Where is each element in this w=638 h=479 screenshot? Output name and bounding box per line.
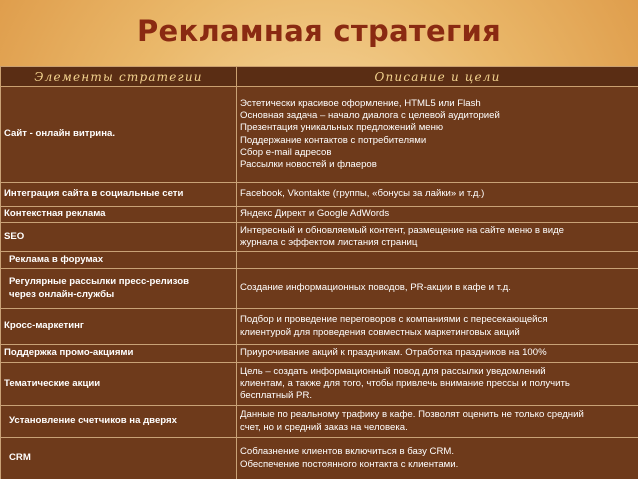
cell-text: Приурочивание акций к праздникам. Отработка праздников на 100% <box>240 347 547 359</box>
cell-text: Тематические акции <box>4 377 101 389</box>
strategy-element-cell <box>1 183 237 207</box>
cell-text: Facebook, Vkontakte (группы, «бонусы за лайки» и т.д.) <box>240 188 485 200</box>
cell-text: Цель – создать информационный повод для рассылки уведомлений <box>240 365 546 377</box>
table-row <box>1 438 638 479</box>
table-row <box>1 252 638 269</box>
table-row <box>1 363 638 406</box>
cell-text: Рассылки новостей и флаеров <box>240 159 377 171</box>
cell-text: Интеграция сайта в социальные сети <box>4 188 184 200</box>
cell-text: Реклама в форумах <box>9 253 104 265</box>
cell-text: Эстетически красивое оформление, HTML5 или Flash <box>240 97 481 109</box>
strategy-description-cell <box>237 363 638 406</box>
cell-text: Установление счетчиков на дверях <box>9 415 177 427</box>
cell-text: Поддержка промо-акциями <box>4 347 134 359</box>
strategy-element-cell <box>1 252 237 269</box>
cell-text: Основная задача – начало диалога с целевой аудиторией <box>240 109 500 121</box>
strategy-description-cell <box>237 207 638 223</box>
cell-text: Сбор e-mail адресов <box>240 146 332 158</box>
strategy-description-cell <box>237 269 638 309</box>
strategy-description-cell <box>237 183 638 207</box>
strategy-table <box>0 66 638 479</box>
cell-text: Данные по реальному трафику в кафе. Позволят оценить не только средний <box>240 409 584 421</box>
cell-text: бесплатный PR. <box>240 390 313 402</box>
strategy-element-cell <box>1 363 237 406</box>
cell-text: через онлайн-службы <box>9 288 115 300</box>
cell-text: SEO <box>4 230 25 242</box>
table-header-row <box>1 67 638 87</box>
strategy-element-cell <box>1 309 237 345</box>
cell-text: Сайт - онлайн витрина. <box>4 128 115 140</box>
column-header-elements: Элементы стратегии <box>1 67 237 87</box>
cell-text: Презентация уникальных предложений меню <box>240 122 444 134</box>
table-row <box>1 309 638 345</box>
cell-text: Интересный и обновляемый контент, размещение на сайте меню в виде <box>240 224 565 236</box>
strategy-element-cell <box>1 345 237 363</box>
cell-text: Яндекс Директ и Google AdWords <box>240 208 390 220</box>
strategy-description-cell <box>237 223 638 252</box>
strategy-element-cell <box>1 269 237 309</box>
strategy-description-cell <box>237 252 638 269</box>
strategy-description-cell <box>237 87 638 183</box>
strategy-element-cell <box>1 207 237 223</box>
cell-text: Подбор и проведение переговоров с компаниями с пересекающейся <box>240 314 548 326</box>
cell-text: Контекстная реклама <box>4 208 106 220</box>
strategy-element-cell <box>1 87 237 183</box>
cell-text: счет, но и средний заказ на человека. <box>240 421 408 433</box>
strategy-description-cell <box>237 345 638 363</box>
table-row <box>1 269 638 309</box>
cell-text: Регулярные рассылки пресс-релизов <box>9 276 189 288</box>
cell-text: CRM <box>9 452 31 464</box>
table-row <box>1 207 638 223</box>
strategy-description-cell <box>237 438 638 479</box>
table-row <box>1 406 638 438</box>
cell-text: Создание информационных поводов, PR-акции в кафе и т.д. <box>240 282 511 294</box>
strategy-element-cell <box>1 438 237 479</box>
cell-text: Кросс-маркетинг <box>4 320 84 332</box>
cell-text: журнала с эффектом листания страниц <box>240 237 418 248</box>
table-row <box>1 223 638 252</box>
column-header-description: Описание и цели <box>237 67 638 87</box>
page-title: Рекламная стратегия <box>136 14 502 48</box>
strategy-element-cell <box>1 223 237 252</box>
strategy-description-cell <box>237 309 638 345</box>
table-row <box>1 345 638 363</box>
strategy-description-cell <box>237 406 638 438</box>
cell-text: Соблазнение клиентов включиться в базу CRM. <box>240 446 455 458</box>
strategy-element-cell <box>1 406 237 438</box>
cell-text: Обеспечение постоянного контакта с клиентами. <box>240 458 459 470</box>
cell-text: Поддержание контактов с потребителями <box>240 134 427 146</box>
table-row <box>1 183 638 207</box>
table-row <box>1 87 638 183</box>
cell-text: клиентурой для проведения совместных маркетинговых акций <box>240 326 520 338</box>
cell-text: клиентам, а также для того, чтобы привлечь внимание прессы и получить <box>240 377 570 389</box>
